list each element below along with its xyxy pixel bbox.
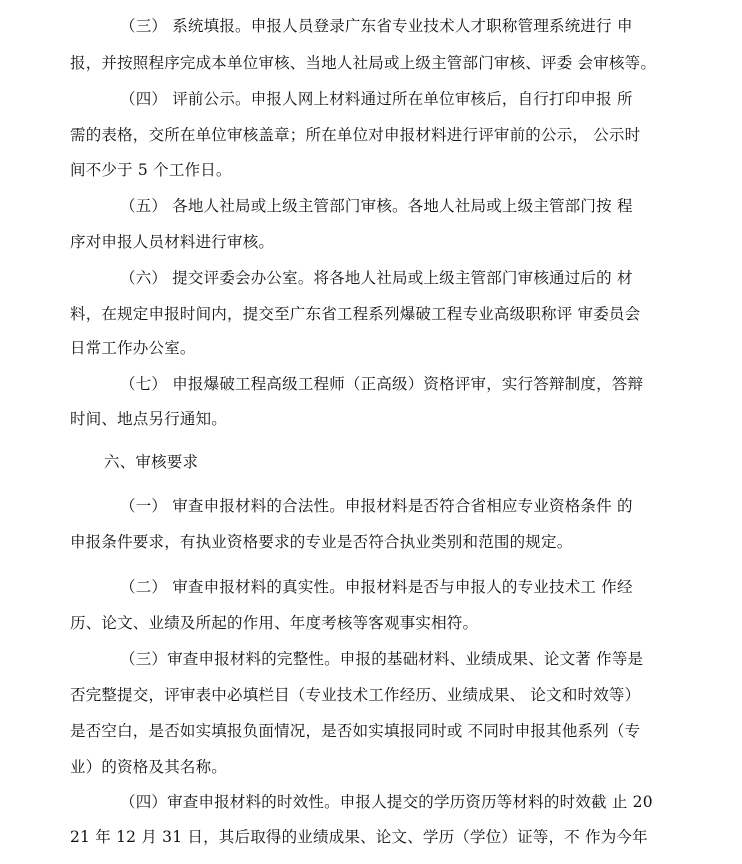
paragraph-line: 日常工作办公室。 — [70, 339, 196, 357]
paragraph-line: 是否空白，是否如实填报负面情况，是否如实填报同时或 不同时申报其他系列（专 — [70, 722, 641, 740]
paragraph-line: 21 年 12 月 31 日，其后取得的业绩成果、论文、学历（学位）证等，不 作为今年 — [70, 828, 648, 846]
paragraph-line: 报，并按照程序完成本单位审核、当地人社局或上级主管部门审核、评委 会审核等。 — [70, 54, 657, 72]
paragraph-line: 申报条件要求，有执业资格要求的专业是否符合执业类别和范围的规定。 — [70, 533, 573, 551]
paragraph-line: （一） 审查申报材料的合法性。申报材料是否符合省相应专业资格条件 的 — [120, 497, 633, 515]
paragraph-line: 时间、地点另行通知。 — [70, 410, 228, 428]
section-heading: 六、审核要求 — [104, 453, 199, 471]
paragraph-line: （七） 申报爆破工程高级工程师（正高级）资格评审，实行答辩制度，答辩 — [120, 375, 644, 393]
paragraph-line: 序对申报人员材料进行审核。 — [70, 233, 275, 251]
paragraph-line: （二） 审查申报材料的真实性。申报材料是否与申报人的专业技术工 作经 — [120, 578, 633, 596]
paragraph-line: （五） 各地人社局或上级主管部门审核。各地人社局或上级主管部门按 程 — [120, 197, 633, 215]
paragraph-line: 业）的资格及其名称。 — [70, 758, 228, 776]
paragraph-line: 否完整提交，评审表中必填栏目（专业技术工作经历、业绩成果、 论文和时效等） — [70, 686, 641, 704]
paragraph-line: （三）审查申报材料的完整性。申报的基础材料、业绩成果、论文著 作等是 — [120, 650, 644, 668]
paragraph-line: 间不少于 5 个工作日。 — [70, 161, 232, 179]
paragraph-line: 历、论文、业绩及所起的作用、年度考核等客观事实相符。 — [70, 614, 479, 632]
paragraph-line: 料，在规定申报时间内，提交至广东省工程系列爆破工程专业高级职称评 审委员会 — [70, 305, 641, 323]
paragraph-line: 需的表格，交所在单位审核盖章；所在单位对申报材料进行评审前的公示， 公示时 — [70, 126, 641, 144]
paragraph-line: （六） 提交评委会办公室。将各地人社局或上级主管部门审核通过后的 材 — [120, 269, 633, 287]
paragraph-line: （三） 系统填报。申报人员登录广东省专业技术人才职称管理系统进行 申 — [120, 17, 633, 35]
paragraph-line: （四） 评前公示。申报人网上材料通过所在单位审核后，自行打印申报 所 — [120, 90, 633, 108]
paragraph-line: （四）审查申报材料的时效性。申报人提交的学历资历等材料的时效截 止 20 — [120, 793, 653, 811]
